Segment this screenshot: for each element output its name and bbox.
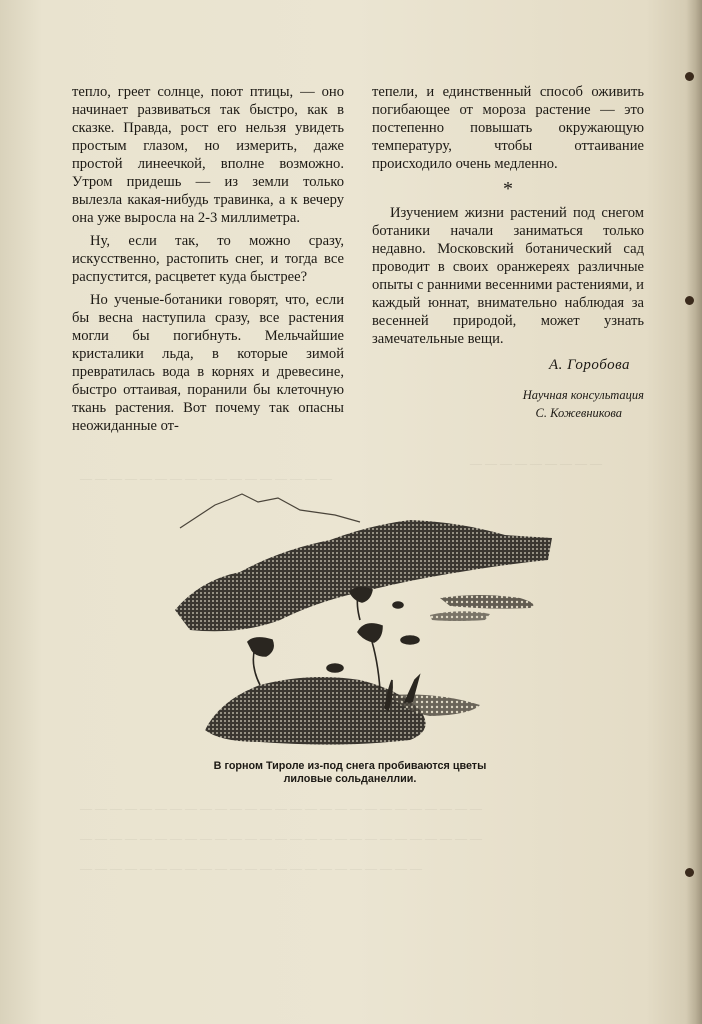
leaf — [327, 664, 343, 672]
mountain-ridge — [175, 520, 552, 631]
leaf — [401, 636, 419, 644]
consultation-credit — [372, 386, 644, 422]
binding-hole — [685, 296, 694, 305]
figure-caption — [190, 760, 510, 786]
snow-patch — [440, 595, 533, 609]
section-separator: * — [503, 178, 513, 200]
caption-line: В горном Тироле из-под снега пробиваются цветы — [213, 760, 487, 772]
paragraph: Изучением жизни растений под снегом ботаники начали заниматься только недавно. Московский ботанический сад проводит в своих оранжереях различные опыты с ранними весенними растениями, и каждый юннат, внимательно наблюдая за весенней природой, может узнать замечательные вещи. — [372, 205, 644, 347]
binding-hole — [685, 868, 694, 877]
paragraph: тепло, греет солнце, поют птицы, — оно начинает развиваться так быстро, как в сказке. Правда, рост его нельзя увидеть простым глазом, но измерить, даже простой линеечкой, вполне возможно. Утром придешь — из земли только вылезла какая-нибудь травинка, а к вечеру она уже выросла на 2-3 миллиметра. — [72, 84, 344, 226]
illustration-soldanella-in-snow — [160, 480, 560, 750]
left-column — [72, 83, 344, 440]
author-signature: А. Горобова — [549, 357, 630, 373]
flower-bell — [358, 624, 382, 642]
snow-patch — [430, 611, 490, 621]
paragraph: тепели, и единственный способ оживить погибающее от мороза растение — это постепенно повышать окружающую температуру, чтобы оттаивание происходило очень медленно. — [372, 84, 644, 172]
right-column — [372, 83, 644, 422]
flower-bell — [350, 587, 372, 602]
leaf — [393, 602, 403, 608]
consultation-label: Научная консультация — [522, 388, 644, 402]
flower-bell — [248, 638, 273, 656]
binding-hole — [685, 72, 694, 81]
consultation-name: С. Кожевникова — [535, 406, 622, 420]
distant-peak-outline — [180, 494, 360, 528]
caption-line: лиловые сольданеллии. — [283, 773, 417, 785]
paragraph: Но ученые-ботаники говорят, что, если бы весна наступила сразу, все растения могли бы погибнуть. Мельчайшие кристалики льда, в которые зимой превратилась вода в корнях и древесине, быстро оттаивая, поранили бы клеточную ткань растения. Вот почему так опасны неожиданные от- — [72, 292, 344, 434]
paragraph: Ну, если так, то можно сразу, искусственно, растопить снег, и тогда все распустится, расцветет куда быстрее? — [72, 233, 344, 285]
